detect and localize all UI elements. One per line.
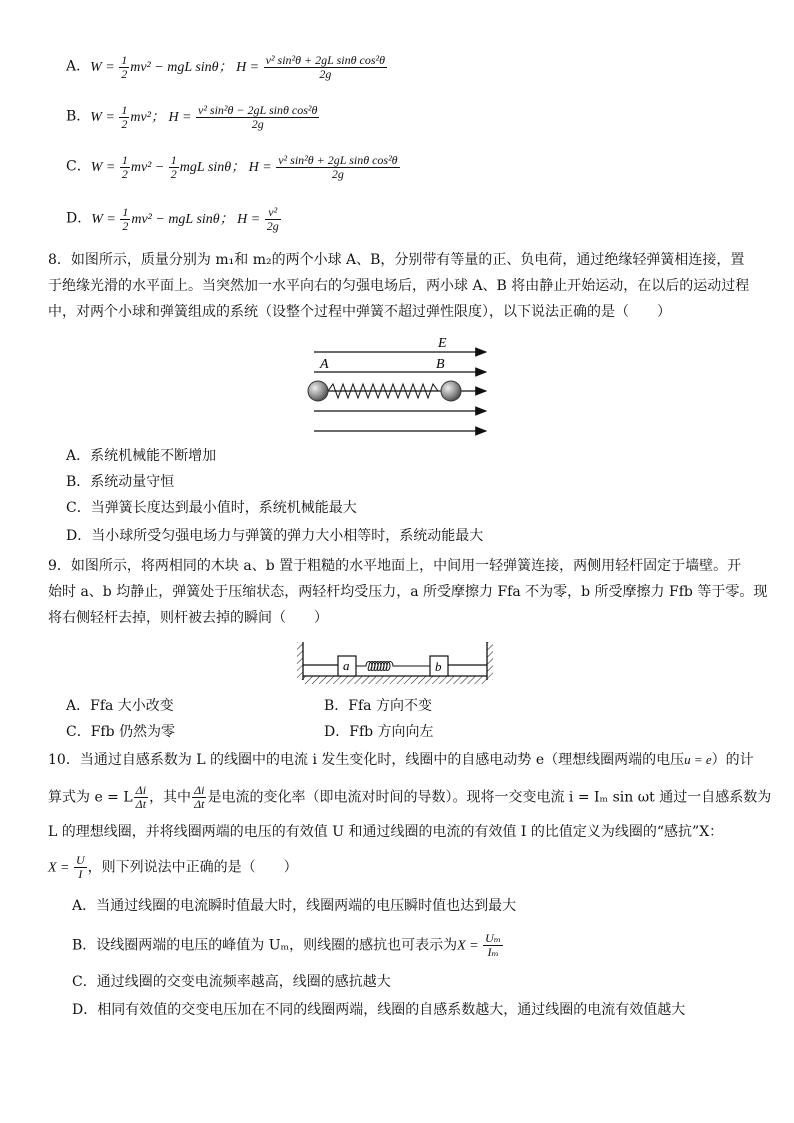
label-b: B bbox=[436, 357, 445, 372]
q10-option-a[interactable]: A．当通过线圈的电流瞬时值最大时，线圈两端的电压瞬时值也达到最大 bbox=[72, 898, 517, 914]
option-letter: A． bbox=[66, 58, 91, 75]
label-b: b bbox=[435, 659, 442, 674]
fraction: $\frac{1}{2}$ bbox=[122, 205, 129, 233]
spring bbox=[356, 662, 430, 671]
q8-option-a[interactable]: A．系统机械能不断增加 bbox=[66, 448, 217, 464]
fraction: $\frac{\Delta i}{\Delta t}$ bbox=[135, 783, 147, 811]
q9-stem-line-3: 将右侧轻杆去掉，则杆被去掉的瞬间（ ） bbox=[48, 610, 328, 626]
q10-stem-line-2: 算式为 e = L $\frac{\Delta i}{\Delta t}$ ，其中 $\frac{\Delta i}{\Delta t}$ 是电流的变化率（即电流对时间的导数）。现将一交变电流 i = Iₘ sin ωt 通过一自感系数为 bbox=[48, 783, 772, 811]
q10-option-c[interactable]: C．通过线圈的交变电流频率越高，线圈的感抗越大 bbox=[72, 974, 391, 990]
q8-figure bbox=[300, 334, 500, 440]
fraction: $\frac{\text{v² sin²θ + 2gL sinθ cos²θ}}{2g}$ bbox=[265, 53, 385, 81]
label-a: a bbox=[343, 658, 350, 673]
q9-stem-line-1: 9．如图所示，将两相同的木块 a、b 置于粗糙的水平地面上，中间用一轻弹簧连接，两侧用轻杆固定于墙壁。开 bbox=[48, 558, 742, 574]
q10-option-d[interactable]: D．相同有效值的交变电压加在不同的线圈两端，线圈的自感系数越大，通过线圈的电流有效值越大 bbox=[72, 1002, 686, 1018]
q8-option-c[interactable]: C．当弹簧长度达到最小值时，系统机械能最大 bbox=[66, 500, 357, 516]
q8-option-d[interactable]: D．当小球所受匀强电场力与弹簧的弹力大小相等时，系统动能最大 bbox=[66, 528, 484, 544]
fraction: $\frac{\text{v² sin²θ + 2gL sinθ cos²θ}}{2g}$ bbox=[278, 153, 398, 181]
fraction: $\frac{U}{I}$ bbox=[76, 853, 85, 881]
label-e: E bbox=[438, 336, 447, 351]
q10-stem-line-3: L 的理想线圈，并将线圈两端的电压的有效值 U 和通过线圈的电流的有效值 I 的比值定义为线圈的“感抗”X： bbox=[48, 824, 724, 840]
label-a: A bbox=[320, 357, 329, 372]
q10-stem-line-4: X = $\frac{U}{I}$ ，则下列说法中正确的是（ ） bbox=[48, 853, 298, 881]
option-letter: C． bbox=[66, 158, 91, 175]
formula-w: W = $\frac{1}{2}$ mv²； H = $\frac{\text{v² sin²θ − 2gL sinθ cos²θ}}{2g}$ bbox=[90, 103, 318, 131]
formula-u-e: u = e bbox=[684, 752, 712, 767]
q8-stem-line-2: 于绝缘光滑的水平面上。当突然加一水平向右的匀强电场后，两小球 A、B 将由静止开始运动，在以后的运动过程 bbox=[48, 278, 750, 294]
q9-option-d[interactable]: D．Ffb 方向向左 bbox=[324, 724, 434, 740]
q7-option-d[interactable] bbox=[66, 206, 282, 233]
q10-option-b[interactable]: B．设线圈两端的电压的峰值为 Uₘ，则线圈的感抗也可表示为X = $\frac{\text{Uₘ}}{\text{Iₘ}}$ bbox=[72, 931, 502, 959]
option-letter: B． bbox=[66, 108, 91, 125]
right-wall-hatch bbox=[487, 642, 493, 680]
option-letter: D． bbox=[66, 210, 92, 227]
fraction: $\frac{1}{2}$ bbox=[121, 153, 128, 181]
fraction: $\frac{1}{2}$ bbox=[170, 153, 177, 181]
q7-option-a[interactable] bbox=[66, 54, 388, 81]
q10-stem-line-1: 10．当通过自感系数为 L 的线圈中的电流 i 发生变化时，线圈中的自感电动势 e（理想线圈两端的电压u = e）的计 bbox=[48, 752, 754, 768]
formula-w: W = $\frac{1}{2}$ mv² − mgL sinθ； H = $\frac{\text{v² sin²θ + 2gL sinθ cos²θ}}{2g}$ bbox=[90, 53, 385, 81]
q7-option-c[interactable] bbox=[66, 154, 401, 181]
q9-stem-line-2: 始时 a、b 均静止，弹簧处于压缩状态，两轻杆均受压力，a 所受摩擦力 Ffa 不为零，b 所受摩擦力 Ffb 等于零。现 bbox=[48, 584, 768, 600]
fraction: $\frac{1}{2}$ bbox=[121, 103, 128, 131]
q9-option-b[interactable]: B．Ffa 方向不变 bbox=[324, 698, 432, 714]
ball-a bbox=[308, 381, 328, 401]
q9-option-c[interactable]: C．Ffb 仍然为零 bbox=[66, 724, 176, 740]
formula-w: W = $\frac{1}{2}$ mv² − mgL sinθ； H = $\frac{\text{v²}}{2g}$ bbox=[91, 205, 279, 233]
ground-hatch bbox=[303, 676, 487, 684]
fraction: $\frac{\Delta i}{\Delta t}$ bbox=[194, 783, 205, 811]
fraction: $\frac{1}{2}$ bbox=[121, 53, 128, 81]
q7-option-b[interactable] bbox=[66, 104, 320, 131]
fraction: $\frac{\text{v²}}{2g}$ bbox=[266, 205, 279, 233]
fraction: $\frac{\text{v² sin²θ − 2gL sinθ cos²θ}}{2g}$ bbox=[198, 103, 318, 131]
q9-option-a[interactable]: A．Ffa 大小改变 bbox=[66, 698, 174, 714]
q9-figure bbox=[294, 638, 500, 688]
q8-option-b[interactable]: B．系统动量守恒 bbox=[66, 474, 175, 490]
q8-stem-line-1: 8．如图所示，质量分别为 m₁和 m₂的两个小球 A、B，分别带有等量的正、负电荷，通过绝缘轻弹簧相连接，置 bbox=[48, 252, 745, 268]
fraction: $\frac{\text{Uₘ}}{\text{Iₘ}}$ bbox=[485, 931, 502, 959]
left-wall-hatch bbox=[297, 642, 303, 680]
formula-w: W = $\frac{1}{2}$ mv² − $\frac{1}{2}$ mgL sinθ； H = $\frac{\text{v² sin²θ + 2gL sinθ cos²θ}}{2g}$ bbox=[90, 153, 398, 181]
q8-stem-line-3: 中，对两个小球和弹簧组成的系统（设整个过程中弹簧不超过弹性限度），以下说法正确的是（ ） bbox=[48, 304, 671, 320]
ball-b bbox=[441, 381, 461, 401]
